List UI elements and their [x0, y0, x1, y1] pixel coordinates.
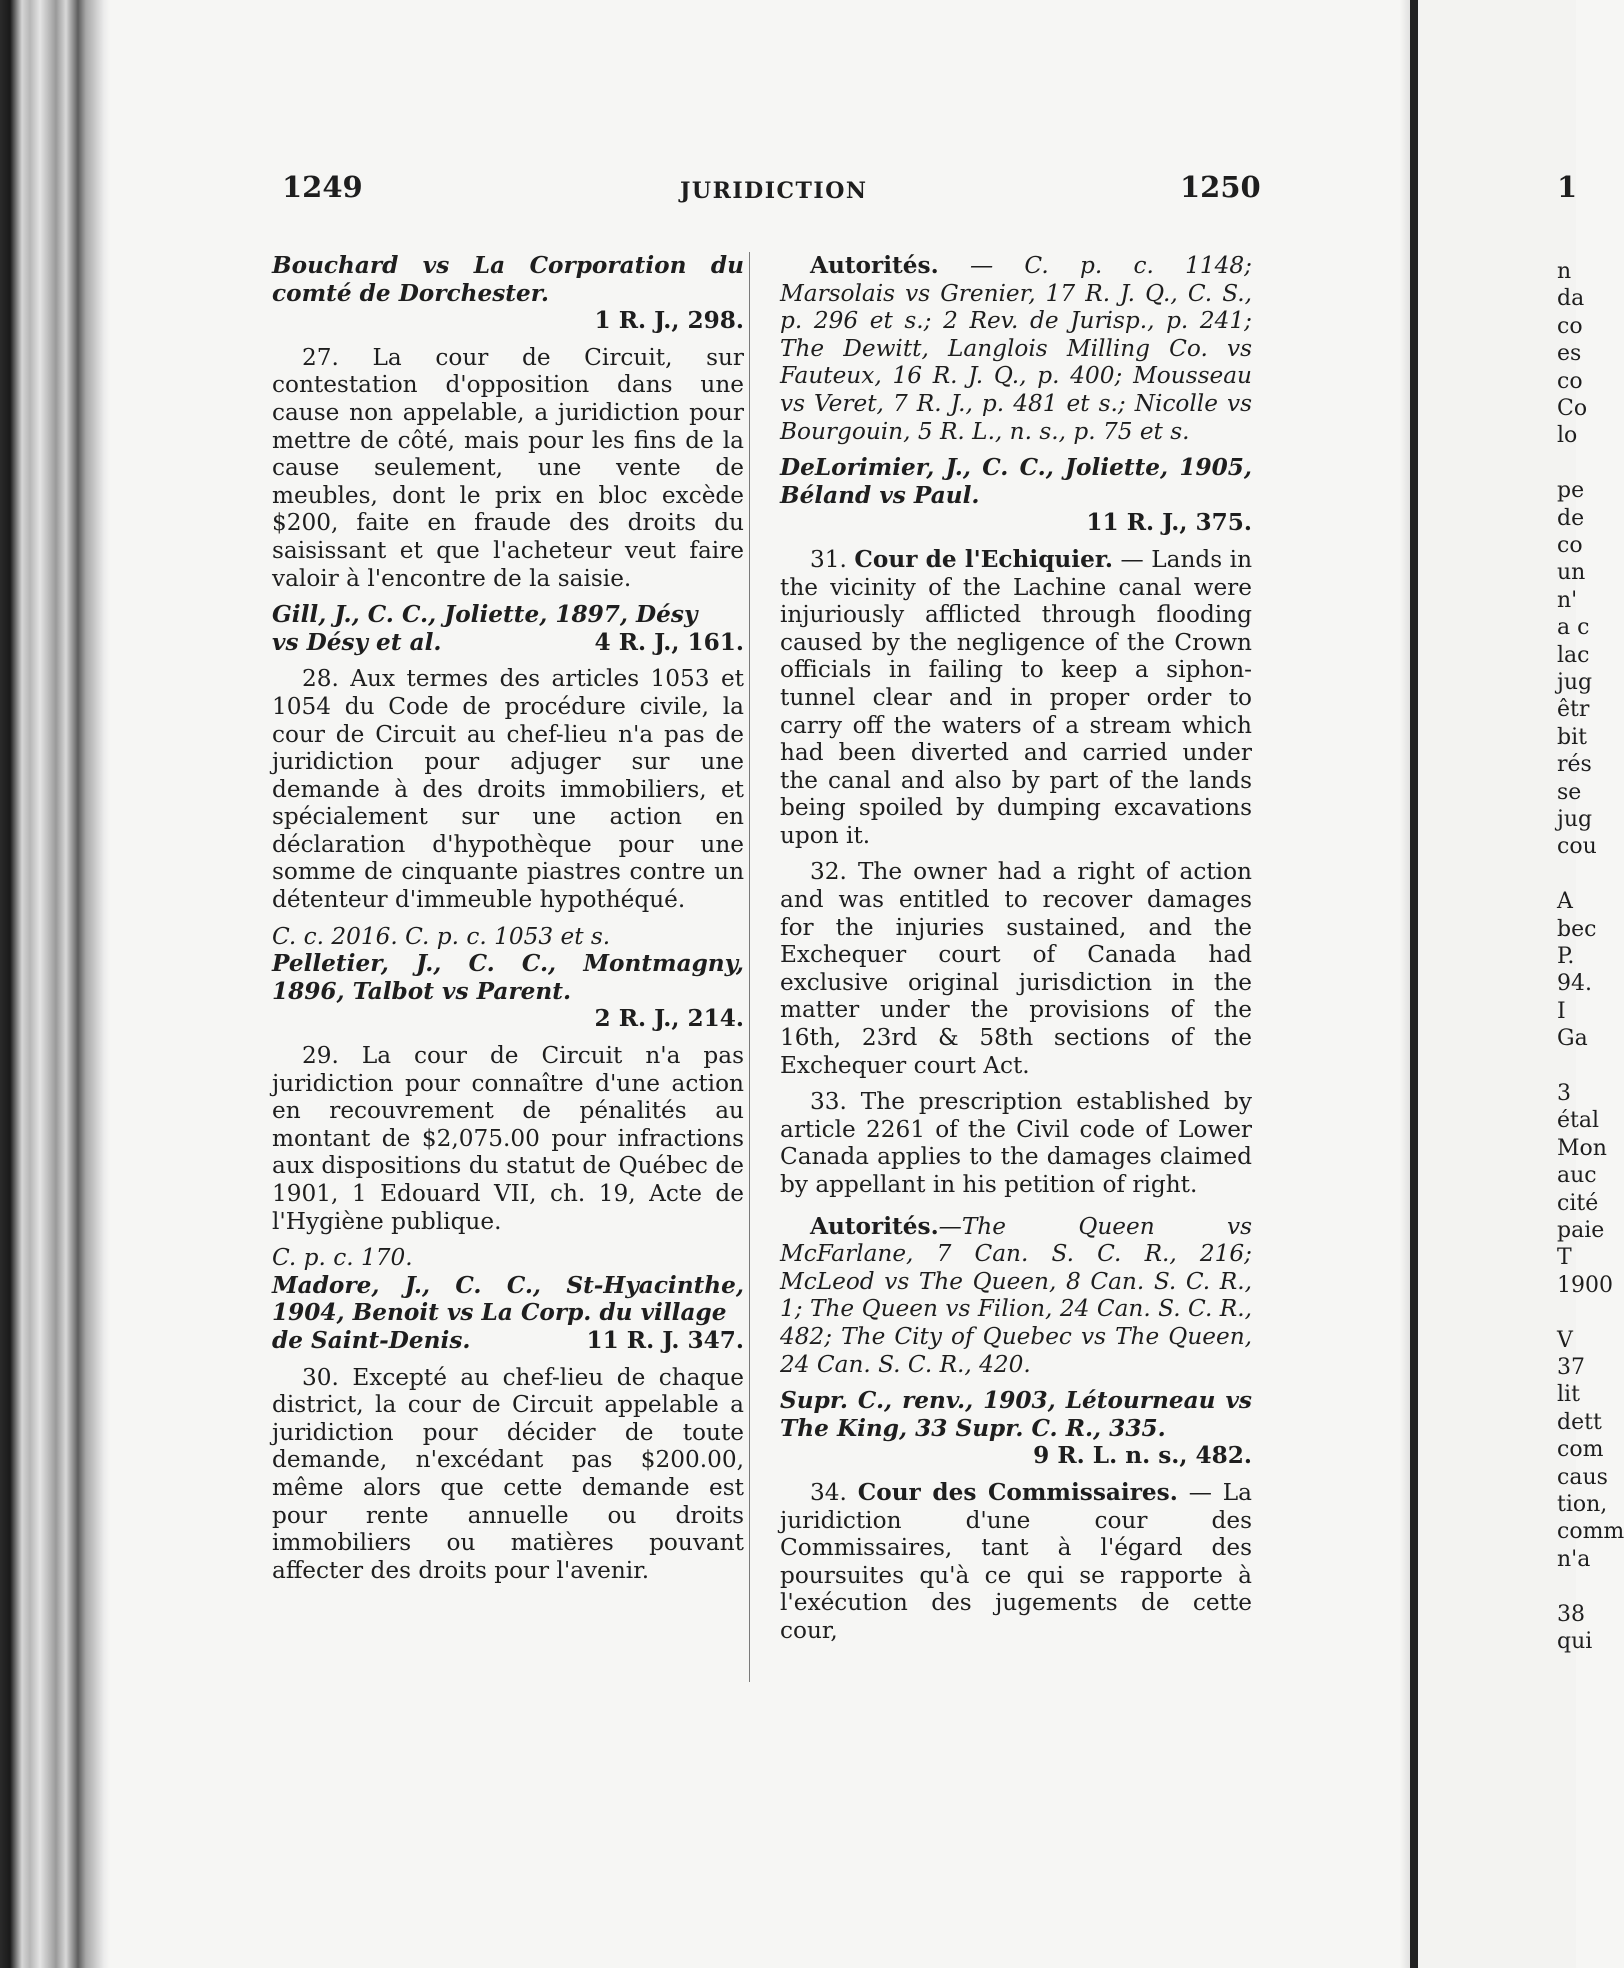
next-page-fragment: qui — [1557, 1629, 1593, 1654]
report-reference: 1 R. J., 298. — [594, 307, 744, 335]
case-citation: Pelletier, J., C. C., Montmagny, 1896, Talbot vs Parent. — [272, 950, 744, 1005]
report-reference: 2 R. J., 214. — [594, 1005, 744, 1033]
report-reference: 11 R. J. 347. — [586, 1326, 744, 1354]
next-page-fragment: un — [1557, 560, 1586, 586]
paragraph-27: 27. La cour de Circuit, sur contestation d'opposition dans une cause non appelable, a juridiction pour mettre de côté, mais pour les fins de la cause seulement, une vente de meubles, dont le prix en bloc excède $200, faite en fraude des droits du saisissant et que l'acheteur veut faire valoir à l'encontre de la saisie. — [272, 343, 744, 592]
article-references: C. p. c. 170. — [272, 1244, 413, 1272]
next-page-fragment: T — [1557, 1245, 1572, 1271]
next-page-fragment: lo — [1557, 423, 1578, 449]
next-page-fragment: P. — [1557, 944, 1575, 969]
next-page-fragment: comm — [1557, 1519, 1624, 1545]
paragraph-29: 29. La cour de Circuit n'a pas juridiction pour connaître d'une action en recouvrement de pénalités au montant de $2,075.00 pour infractions aux dispositions du statut de Québec de 1901, 1 Edouard VII, ch. 19, Acte de l'Hygiène publique. — [272, 1042, 744, 1235]
paragraph-34: 34. Cour des Commissaires. — La juridiction d'une cour des Commissaires, tant à l'égard des poursuites qu'à ce qui se rapporte à l'exécution des jugements de cette cour, — [780, 1478, 1252, 1644]
next-page-fragment: A — [1557, 889, 1573, 915]
next-page-fragment: da — [1557, 286, 1585, 312]
next-page-fragment: co — [1557, 313, 1583, 339]
next-page-fragment: Co — [1557, 396, 1588, 421]
right-column — [780, 252, 1252, 1654]
next-page-fragment: êtr — [1557, 697, 1590, 723]
case-citation: Bouchard vs La Corporation du comté de Dorchester. — [272, 252, 744, 307]
next-page-fragment: n'a — [1557, 1546, 1591, 1572]
next-page-fragment: caus — [1557, 1464, 1608, 1490]
case-citation: DeLorimier, J., C. C., Joliette, 1905, Béland vs Paul. — [780, 454, 1252, 509]
paragraph-28: 28. Aux termes des articles 1053 et 1054 du Code de procédure civile, la cour de Circuit au chef-lieu n'a pas de juridiction pour adjuger sur une demande à des droits immobiliers, et spécialement sur une action en déclaration d'hypothèque pour une somme de cinquante piastres contre un détenteur d'immeuble hypothéqué. — [272, 665, 744, 914]
next-page-fragment: bit — [1557, 724, 1587, 750]
next-page-fragment: 1900 — [1557, 1272, 1613, 1298]
next-page-fragment: com — [1557, 1437, 1604, 1463]
column-divider — [749, 252, 750, 1682]
next-page-fragment: tion, — [1557, 1492, 1608, 1517]
next-page-fragment: lac — [1557, 642, 1590, 668]
paragraph-33: 33. The prescription established by article 2261 of the Civil code of Lower Canada applies to the damages claimed by appellant in his petition of right. — [780, 1088, 1252, 1198]
left-column — [272, 252, 744, 1593]
paragraph-30: 30. Excepté au chef-lieu de chaque district, la cour de Circuit appelable a juridiction pour décider de toute demande, n'excédant pas $200.00, même alors que cette demande est pour rente annuelle ou droits immobiliers ou matières pouvant affecter des droits pour l'avenir. — [272, 1363, 744, 1584]
case-citation: vs Désy et al. — [272, 628, 442, 656]
next-page-fragment: V — [1557, 1327, 1573, 1353]
next-page-fragment: lit — [1557, 1382, 1580, 1408]
next-page-fragment: n' — [1557, 587, 1578, 613]
case-citation: de Saint-Denis. — [272, 1326, 471, 1354]
next-page-fragment: jug — [1557, 670, 1593, 695]
left-page-number: 1249 — [282, 170, 363, 204]
next-page-fragment: cou — [1557, 834, 1597, 860]
next-page-fragment: bec — [1557, 916, 1597, 942]
next-page-fragment: étal — [1557, 1108, 1600, 1134]
next-page-number: 1 — [1557, 170, 1578, 204]
next-page-fragment: 37 — [1557, 1355, 1585, 1380]
page-title: JURIDICTION — [680, 178, 868, 204]
paragraph-31: 31. Cour de l'Echiquier. — Lands in the vicinity of the Lachine canal were injuriously afflicted through flooding caused by the negligence of the Crown officials in failing to keep a siphon-tunnel clear and in proper order to carry off the waters of a stream which had been diverted and carried under the canal and also by part of the lands being spoiled by dumping excavations upon it. — [780, 545, 1253, 849]
next-page-fragment: es — [1557, 341, 1582, 367]
next-page-fragment: cité — [1557, 1190, 1599, 1216]
next-page-fragment: co — [1557, 533, 1583, 558]
next-page-fragment: se — [1557, 779, 1582, 805]
case-citation: Gill, J., C. C., Joliette, 1897, Désy — [272, 601, 698, 629]
next-page-fragment: paie — [1557, 1218, 1605, 1243]
next-page-fragment: de — [1557, 505, 1585, 531]
case-citation: Supr. C., renv., 1903, Létourneau vs The King, 33 Supr. C. R., 335. — [780, 1387, 1252, 1442]
right-page-number: 1250 — [1180, 170, 1261, 204]
authorities-block: Autorités. — C. p. c. 1148; Marsolais vs Grenier, 17 R. J. Q., C. S., p. 296 et s.; 2 Rev. de Jurisp., p. 241; The Dewitt, Langlois Milling Co. vs Fauteux, 16 R. J. Q., p. 400; Mousseau vs Veret, 7 R. J., p. 481 et s.; Nicolle vs Bourgouin, 5 R. L., n. s., p. 75 et s. — [780, 252, 1252, 445]
next-page-fragment: auc — [1557, 1163, 1597, 1189]
next-page-fragment: Mon — [1557, 1135, 1607, 1161]
next-page-fragment: n — [1557, 259, 1572, 284]
next-page-fragment: pe — [1557, 478, 1585, 504]
report-reference: 4 R. J., 161. — [594, 628, 744, 656]
paragraph-32: 32. The owner had a right of action and was entitled to recover damages for the injuries sustained, and the Exchequer court of Canada had exclusive original jurisdiction in the matter under the provisions of the 16th, 23rd & 58th sections of the Exchequer court Act. — [780, 858, 1252, 1079]
citation-line — [272, 629, 744, 657]
next-page-fragment: 94. — [1557, 971, 1592, 997]
case-citation: Madore, J., C. C., St-Hyacinthe, 1904, Benoit vs La Corp. du village — [272, 1271, 744, 1327]
next-page-fragment: I — [1557, 998, 1566, 1024]
gutter-line — [1410, 0, 1418, 1968]
citation-line — [272, 1327, 744, 1355]
next-page-fragment: co — [1557, 368, 1583, 394]
next-page-fragment: rés — [1557, 752, 1592, 778]
book-binding-edge — [0, 0, 110, 1968]
next-page-fragment: 3 — [1557, 1081, 1571, 1106]
report-reference: 9 R. L. n. s., 482. — [1033, 1442, 1252, 1470]
next-page-fragment: a c — [1557, 615, 1590, 641]
article-references: C. c. 2016. C. p. c. 1053 et s. — [272, 922, 611, 950]
authorities-block: Autorités.—The Queen vs McFarlane, 7 Can. S. C. R., 216; McLeod vs The Queen, 8 Can. S. C. R., 1; The Queen vs Filion, 24 Can. S. C. R., 482; The City of Quebec vs The Queen, 24 Can. S. C. R., 420. — [780, 1212, 1252, 1378]
report-reference: 11 R. J., 375. — [1086, 509, 1252, 537]
next-page-fragment: 38 — [1557, 1601, 1585, 1627]
next-page-fragment: jug — [1557, 807, 1593, 832]
next-page-fragment: Ga — [1557, 1026, 1588, 1052]
next-page-fragment: dett — [1557, 1409, 1602, 1435]
